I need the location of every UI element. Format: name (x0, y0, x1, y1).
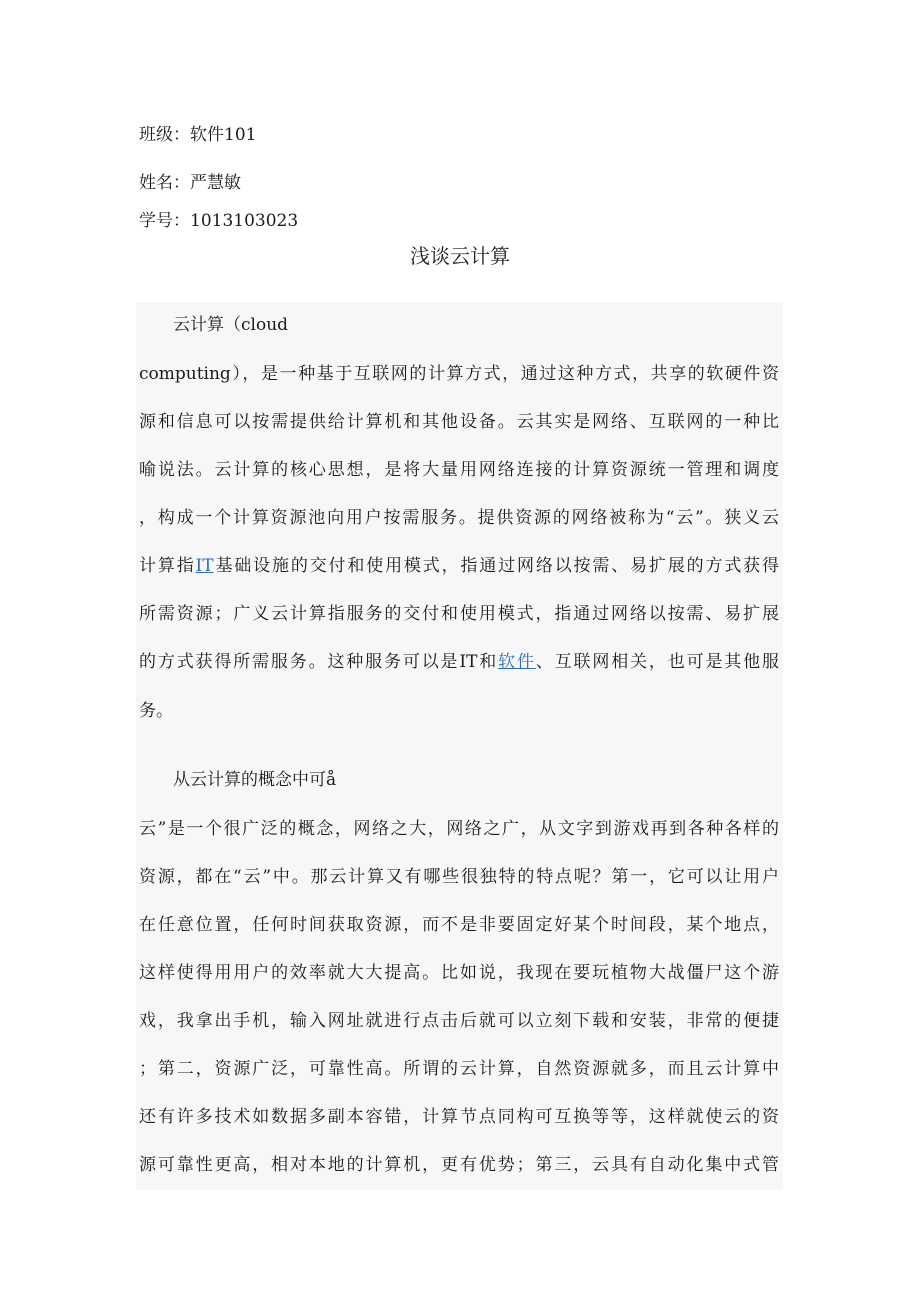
student-id-line: 学号：1013103023 (139, 211, 299, 231)
paragraph-2-line-2: 云”是一个很广泛的概念，网络之大，网络之广，从文字到游戏再到各种各样的 (139, 819, 779, 839)
paragraph-1-line-1: 云计算（cloud (173, 315, 289, 335)
document-title: 浅谈云计算 (410, 244, 510, 268)
paragraph-1-line-5: ，构成一个计算资源池向用户按需服务。提供资源的网络被称为“云”。狭义云 (139, 508, 779, 528)
paragraph-2-line-7: ；第二，资源广泛，可靠性高。所谓的云计算，自然资源就多，而且云计算中 (139, 1059, 779, 1079)
paragraph-2-line-4: 在任意位置，任何时间获取资源，而不是非要固定好某个时间段，某个地点， (139, 915, 779, 935)
class-line: 班级：软件101 (139, 125, 257, 145)
paragraph-2-line-1: 从云计算的概念中可å (173, 770, 337, 790)
line-6-text-after: 基础设施的交付和使用模式，指通过网络以按需、易扩展的方式获得 (213, 556, 779, 576)
paragraph-2-line-9: 源可靠性更高，相对本地的计算机，更有优势；第三，云具有自动化集中式管 (139, 1155, 779, 1175)
paragraph-1-line-9: 务。 (139, 701, 173, 721)
paragraph-2-line-6: 戏，我拿出手机，输入网址就进行点击后就可以立刻下载和安装，非常的便捷 (139, 1011, 779, 1031)
paragraph-2-line-8: 还有许多技术如数据多副本容错，计算节点同构可互换等等，这样就使云的资 (139, 1107, 779, 1127)
it-link[interactable]: IT (195, 556, 214, 576)
paragraph-1-line-8 (139, 650, 779, 674)
name-line: 姓名：严慧敏 (139, 173, 241, 193)
paragraph-1-line-6 (139, 554, 779, 578)
paragraph-2-line-3: 资源，都在“云”中。那云计算又有哪些很独特的特点呢？第一，它可以让用户 (139, 867, 779, 887)
line-6-text-before: 计算指 (139, 556, 196, 576)
paragraph-1-line-7: 所需资源；广义云计算指服务的交付和使用模式，指通过网络以按需、易扩展 (139, 604, 779, 624)
software-link[interactable]: 软件 (498, 652, 536, 672)
paragraph-1-line-3: 源和信息可以按需提供给计算机和其他设备。云其实是网络、互联网的一种比 (139, 412, 779, 432)
line-8-text-before: 的方式获得所需服务。这种服务可以是IT和 (139, 652, 499, 672)
paragraph-2-line-5: 这样使得用用户的效率就大大提高。比如说，我现在要玩植物大战僵尸这个游 (139, 963, 779, 983)
paragraph-1-line-4: 喻说法。云计算的核心思想，是将大量用网络连接的计算资源统一管理和调度 (139, 460, 779, 480)
paragraph-1-line-2: computing），是一种基于互联网的计算方式，通过这种方式，共享的软硬件资 (139, 364, 779, 384)
line-8-text-after: 、互联网相关，也可是其他服 (535, 652, 779, 672)
